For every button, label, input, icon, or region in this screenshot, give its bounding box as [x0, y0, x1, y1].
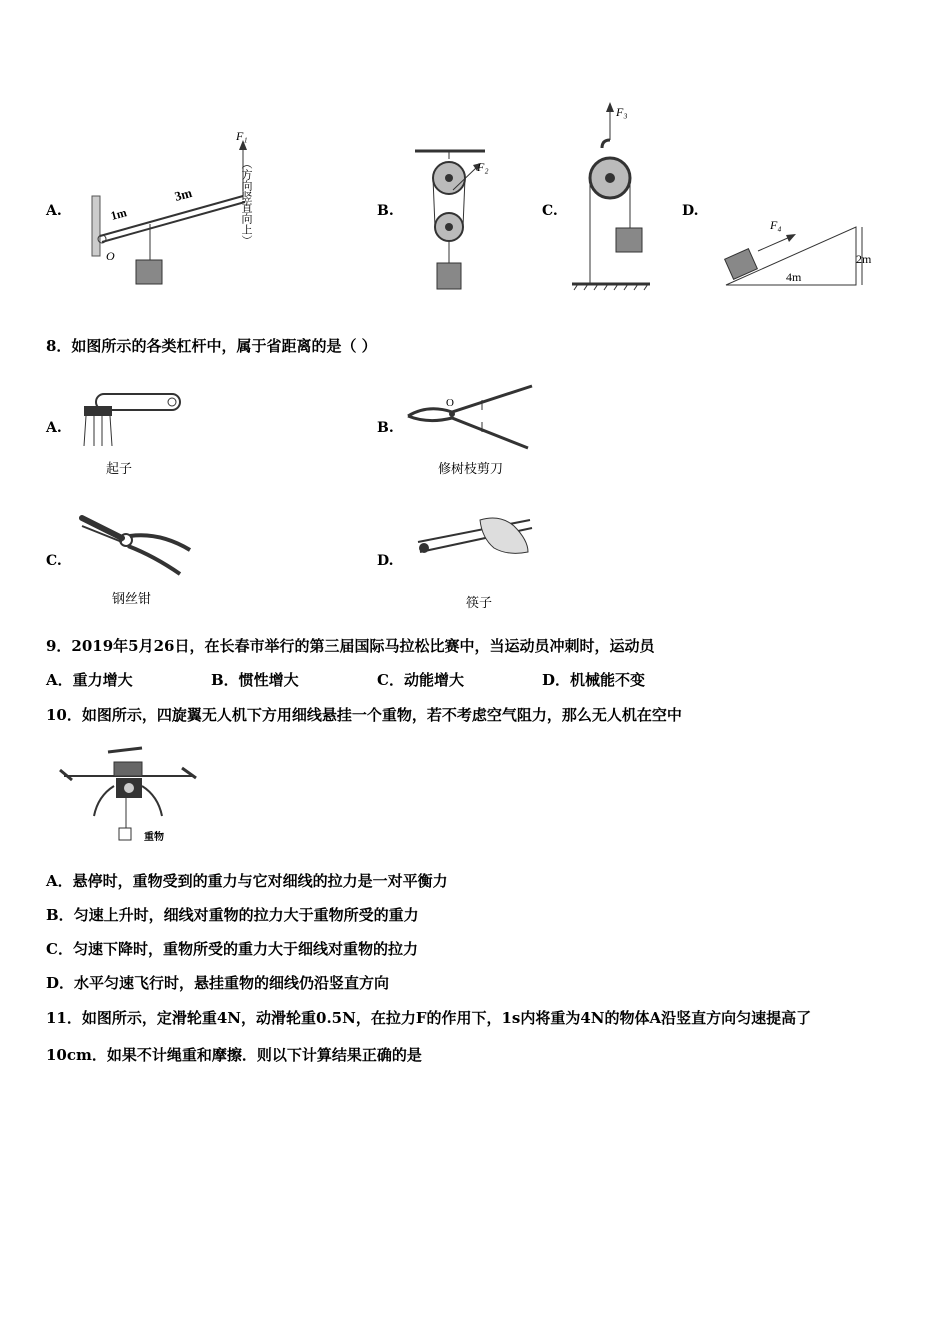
q9-choice-d: D．机械能不变 — [542, 671, 646, 689]
q7-option-b-label: B. — [377, 203, 394, 219]
q7-figure-a-lever — [88, 128, 268, 293]
q8-option-b-label: B. — [377, 420, 394, 436]
q10-stem: 10．如图所示，四旋翼无人机下方用细线悬挂一个重物，若不考虑空气阻力，那么无人机在空中 — [46, 706, 682, 724]
q8-figure-bottle-opener — [76, 386, 186, 450]
force-f2: F₂ — [477, 160, 489, 174]
q9-choice-c: C．动能增大 — [377, 671, 464, 689]
q10-figure-drone — [56, 746, 201, 846]
force-f3: F₃ — [616, 105, 628, 119]
q10-choice-b: B．匀速上升时，细线对重物的拉力大于重物所受的重力 — [46, 906, 419, 924]
base-length: 4m — [786, 270, 802, 284]
height-length: 2m — [856, 252, 872, 266]
weight-block — [437, 263, 461, 289]
pivot-label: O — [106, 249, 115, 263]
q8-caption-c: 钢丝钳 — [112, 592, 152, 607]
q8-caption-b: 修树枝剪刀 — [438, 462, 504, 477]
q7-figure-d-incline — [722, 215, 887, 293]
q10-choice-c: C．匀速下降时，重物所受的重力大于细线对重物的拉力 — [46, 940, 418, 958]
q8-option-a-label: A. — [46, 420, 62, 436]
q9-choice-b: B．惯性增大 — [211, 671, 299, 689]
q8-figure-pruning-shears — [404, 382, 534, 452]
pivot-label: O — [446, 397, 454, 409]
q7-figure-b-pulleys — [413, 145, 498, 295]
weight-label: 重物 — [144, 832, 164, 843]
block — [725, 249, 758, 280]
direction-note: （方向竖直向上） — [240, 158, 252, 246]
q9-choice-a: A．重力增大 — [46, 671, 133, 689]
q10-choice-d: D．水平匀速飞行时，悬挂重物的细线仍沿竖直方向 — [46, 974, 390, 992]
q8-option-d-label: D. — [377, 553, 394, 569]
wall — [92, 196, 100, 256]
q9-stem: 9．2019年5月26日，在长春市举行的第三届国际马拉松比赛中，当运动员冲刺时，运动员 — [46, 637, 655, 655]
q8-caption-a: 起子 — [106, 462, 133, 477]
q8-figure-chopsticks — [414, 512, 539, 562]
q11-stem-line1: 11．如图所示，定滑轮重4N，动滑轮重0.5N，在拉力F的作用下，1s内将重为4N的物体A沿竖直方向匀速提高了 — [46, 1009, 812, 1027]
weight-block — [119, 828, 131, 840]
force-f1: F₁ — [236, 129, 248, 143]
q8-figure-pliers — [78, 510, 198, 578]
weight-block — [616, 228, 642, 252]
q7-figure-c-pulley — [568, 100, 658, 295]
q7-option-c-label: C. — [542, 203, 558, 219]
force-f4: F₄ — [770, 218, 782, 232]
q8-caption-d: 筷子 — [466, 596, 493, 611]
q11-stem-line2: 10cm．如果不计绳重和摩擦．则以下计算结果正确的是 — [46, 1046, 422, 1064]
length-1m: 1m — [109, 205, 129, 223]
q10-choice-a: A．悬停时，重物受到的重力与它对细线的拉力是一对平衡力 — [46, 872, 448, 890]
q8-stem: 8．如图所示的各类杠杆中，属于省距离的是（ ） — [46, 337, 377, 355]
q7-option-a-label: A. — [46, 203, 62, 219]
q8-option-c-label: C. — [46, 553, 62, 569]
length-3m: 3m — [172, 184, 194, 204]
q7-option-d-label: D. — [682, 203, 699, 219]
weight-block — [136, 260, 162, 284]
